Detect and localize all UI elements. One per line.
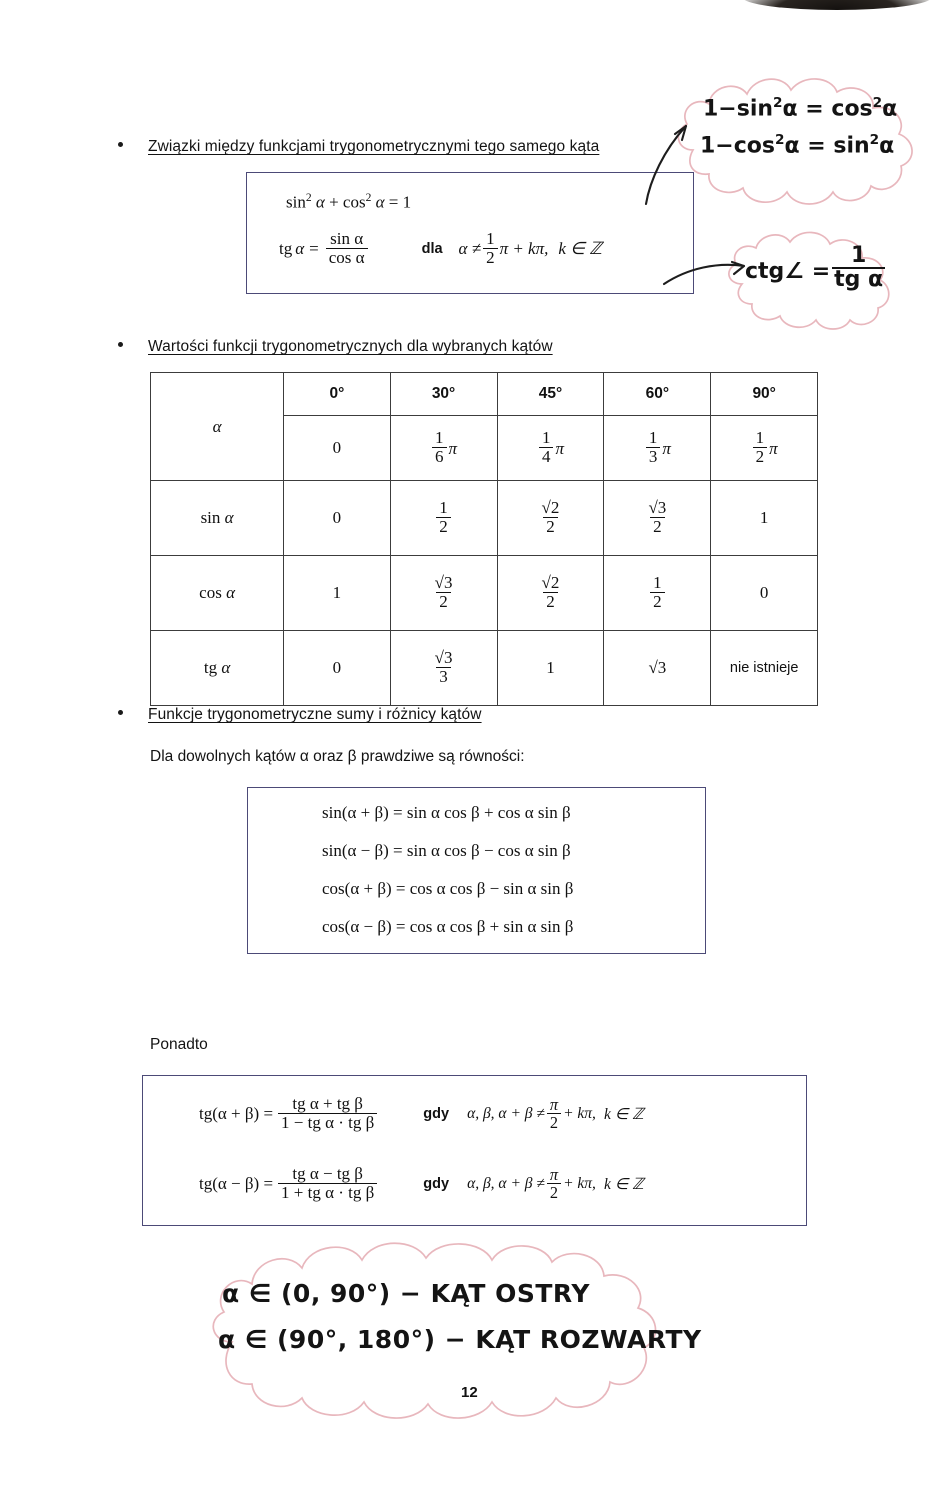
fraction: $\frac{√2}{2}$: [541, 572, 560, 611]
fraction: $\frac{1}{3}$: [646, 429, 661, 466]
tg-30: [390, 631, 497, 706]
fraction: $\frac{1}{2}$: [650, 574, 665, 611]
section3-heading-text: Funkcje trygonometryczne sumy i różnicy kątów: [148, 706, 482, 723]
fraction: $\frac{√3}{2}$: [434, 572, 453, 611]
fraction: $\frac{1}{4}$: [539, 429, 554, 466]
fraction: $\frac{1}{2}$: [436, 499, 451, 536]
row-label-alpha: α: [151, 373, 284, 481]
header-degree-0: 0°: [284, 373, 390, 416]
formula-sin-diff: sin(α − β) = sin α cos β − cos α sin β: [322, 841, 571, 860]
gdy-label-diff: gdy: [423, 1176, 450, 1193]
section1-heading-text: Związki między funkcjami trygonometrycznymi tego samego kąta: [148, 138, 600, 155]
formula-cos-diff: cos(α − β) = cos α cos β + sin α sin β: [322, 917, 574, 936]
bullet-icon: [118, 342, 123, 347]
fraction: $\frac{√2}{2}$: [541, 497, 560, 536]
tg-60: √3: [604, 631, 711, 706]
row-label-cos: cos α: [151, 556, 284, 631]
tg-diff-fraction: $\frac{\text{tg α − tg β}}{\text{1 + tg α · tg β}}$: [278, 1165, 377, 1202]
fraction: $\frac{√3}{2}$: [648, 497, 667, 536]
table-row-degrees: [151, 373, 818, 416]
radian-30: $\frac{1}{6}$ π: [390, 416, 497, 481]
formula-tg-diff: tg(α − β) = $\frac{\text{tg α − tg β}}{\text{1 + tg α · tg β}}$ gdy α, β, α + β ≠ $\frac{\pi}{2}$ + kπ, k ∈ ℤ: [199, 1164, 644, 1203]
bullet-icon: [118, 142, 123, 147]
section-heading-sum-difference: [118, 706, 482, 724]
row-label-sin: sin α: [151, 481, 284, 556]
table-row-sin: [151, 481, 818, 556]
tg-45: 1: [497, 631, 604, 706]
header-degree-30: 30°: [390, 373, 497, 416]
header-degree-90: 90°: [711, 373, 818, 416]
cos-45: [497, 556, 604, 631]
section-heading-relations: [118, 138, 599, 156]
row-label-tg: tg α: [151, 631, 284, 706]
sin-30: [390, 481, 497, 556]
radian-60: $\frac{1}{3}$ π: [604, 416, 711, 481]
radian-45: $\frac{1}{4}$ π: [497, 416, 604, 481]
cos-60: [604, 556, 711, 631]
trig-values-table: [150, 372, 818, 706]
bullet-icon: [118, 710, 123, 715]
tangent-formulas-box: [142, 1075, 807, 1226]
section3-intro-text: Dla dowolnych kątów α oraz β prawdziwe są równości:: [150, 748, 525, 765]
cos-0: 1: [284, 556, 390, 631]
handwriting-identity-line2: $1-\cos^2\alpha = \sin^2\alpha$: [700, 132, 895, 159]
tg-sum-fraction: $\frac{\text{tg α + tg β}}{\text{1 − tg α · tg β}}$: [278, 1095, 377, 1132]
header-degree-45: 45°: [497, 373, 604, 416]
scan-artifact: [742, 0, 932, 10]
pi-over-two-diff: $\frac{\pi}{2}$: [547, 1166, 561, 1201]
formula-cos-sum: cos(α + β) = cos α cos β − sin α sin β: [322, 879, 574, 898]
radian-90: $\frac{1}{2}$ π: [711, 416, 818, 481]
radian-0: 0: [284, 416, 390, 481]
fraction: $\frac{√3}{3}$: [434, 647, 453, 686]
table-row-cos: [151, 556, 818, 631]
cos-90: 0: [711, 556, 818, 631]
header-degree-60: 60°: [604, 373, 711, 416]
cos-30: [390, 556, 497, 631]
one-over-tg-fraction: $\frac{1}{\text{tg α}}$: [834, 243, 884, 293]
handwriting-cotangent: ctg∠ = $\frac{1}{\text{tg α}}$: [745, 243, 884, 293]
handwriting-obtuse-angle: α ∈ (90°, 180°) − KĄT ROZWARTY: [218, 1325, 702, 1354]
table-row-tg: [151, 631, 818, 706]
tg-90: nie istnieje: [711, 631, 818, 706]
half-fraction: $\frac{1}{2}$: [483, 230, 498, 267]
dla-label: dla: [421, 241, 443, 258]
formula-sin-sum: sin(α + β) = sin α cos β + cos α sin β: [322, 803, 571, 822]
pythagorean-identity: $\sin^2 \alpha + \cos^2 \alpha = 1$: [286, 191, 412, 212]
section2-heading-text: Wartości funkcji trygonometrycznych dla wybranych kątów: [148, 338, 553, 355]
handwriting-identity-line1: $1-\sin^2\alpha = \cos^2\alpha$: [703, 95, 898, 122]
tg-0: 0: [284, 631, 390, 706]
ponadto-label: Ponadto: [150, 1036, 208, 1053]
sin-0: 0: [284, 481, 390, 556]
identity-box-1: [246, 172, 694, 294]
sin-90: 1: [711, 481, 818, 556]
sin-over-cos-fraction: $\frac{\text{sin α}}{\text{cos α}}$: [326, 230, 368, 267]
sum-difference-box: [247, 787, 706, 954]
fraction: $\frac{1}{6}$: [432, 429, 447, 466]
formula-tg-sum: tg(α + β) = $\frac{\text{tg α + tg β}}{\text{1 − tg α · tg β}}$ gdy α, β, α + β ≠ $\frac{\pi}{2}$ + kπ, k ∈ ℤ: [199, 1094, 644, 1133]
fraction: $\frac{1}{2}$: [753, 429, 768, 466]
tangent-definition: tg α = $\frac{\text{sin α}}{\text{cos α}}$ dla α ≠ $\frac{1}{2}$ π + kπ, k ∈ ℤ: [279, 229, 602, 267]
gdy-label-sum: gdy: [423, 1106, 450, 1123]
page-number: 12: [461, 1384, 478, 1401]
pi-over-two-sum: $\frac{\pi}{2}$: [547, 1096, 561, 1131]
handwriting-acute-angle: α ∈ (0, 90°) − KĄT OSTRY: [222, 1279, 590, 1308]
section-heading-values: [118, 338, 553, 356]
sin-45: [497, 481, 604, 556]
sin-60: [604, 481, 711, 556]
